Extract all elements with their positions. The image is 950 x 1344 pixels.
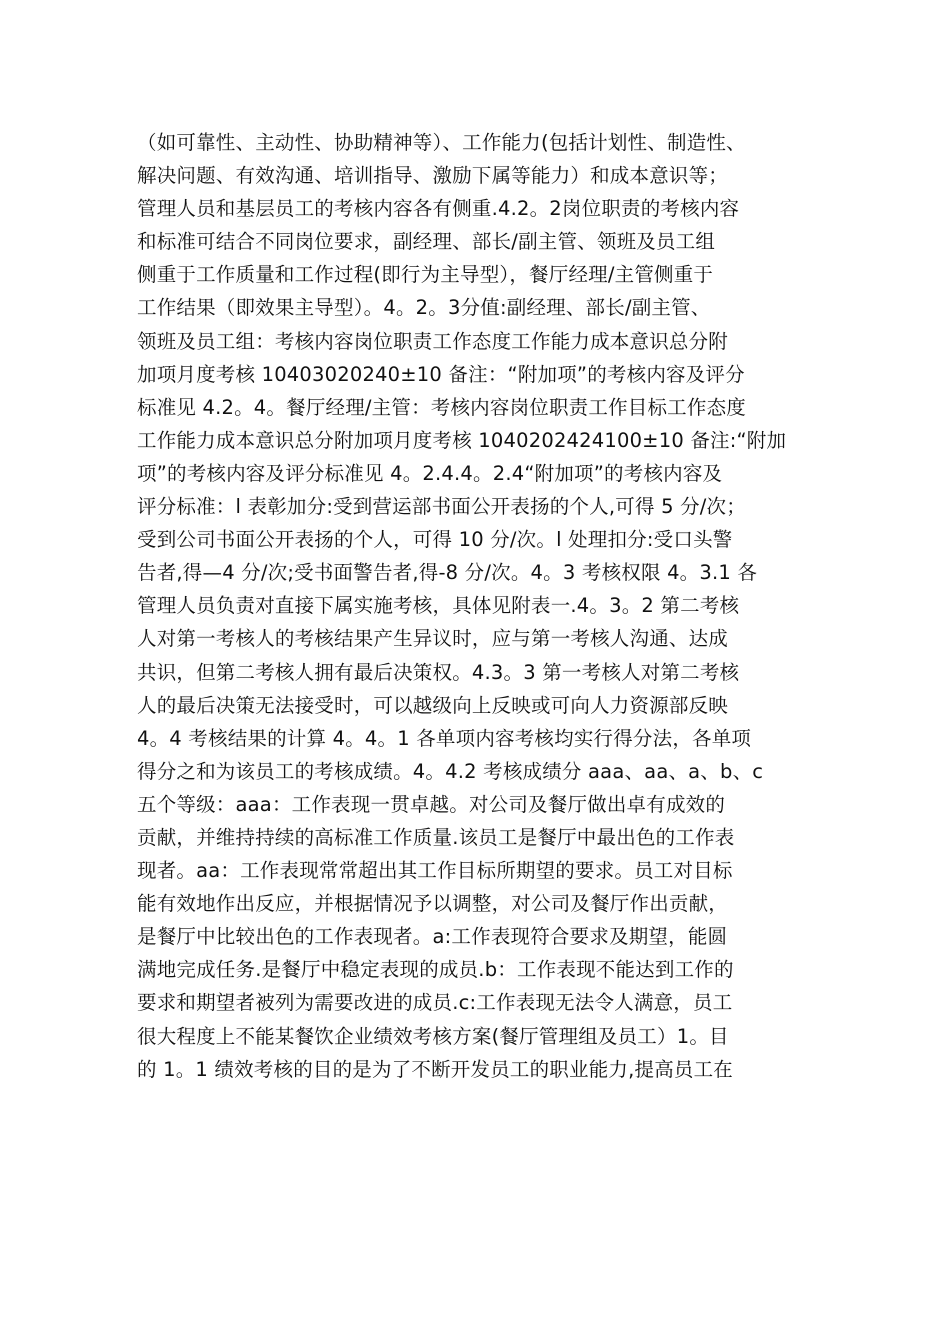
text-line: 评分标准：l 表彰加分:受到营运部书面公开表扬的个人,可得 5 分/次； (137, 495, 746, 519)
text-line: 工作能力成本意识总分附加项月度考核 1040202424100±10 备注:“附加 (137, 428, 787, 452)
text-line: 很大程度上不能某餐饮企业绩效考核方案(餐厅管理组及员工）1。目 (137, 1024, 729, 1048)
body-text (137, 126, 837, 1086)
text-line: 贡献，并维持持续的高标准工作质量.该员工是餐厅中最出色的工作表 (137, 825, 735, 849)
text-line: 现者。aa：工作表现常常超出其工作目标所期望的要求。员工对目标 (137, 859, 733, 883)
text-line: 的 1。1 绩效考核的目的是为了不断开发员工的职业能力,提高员工在 (137, 1057, 734, 1081)
text-line: 能有效地作出反应，并根据情况予以调整，对公司及餐厅作出贡献， (137, 892, 729, 916)
text-line: 项”的考核内容及评分标准见 4。2.4.4。2.4“附加项”的考核内容及 (137, 461, 723, 485)
text-line: 满地完成任务.是餐厅中稳定表现的成员.b：工作表现不能达到工作的 (137, 958, 734, 982)
text-line: 告者,得—4 分/次;受书面警告者,得-8 分/次。4。3 考核权限 4。3.1 各 (137, 561, 758, 585)
text-line: 解决问题、有效沟通、培训指导、激励下属等能力）和成本意识等； (137, 164, 729, 188)
text-line: 工作结果（即效果主导型）。4。2。3分值:副经理、部长/副主管、 (137, 296, 711, 320)
text-line: 领班及员工组：考核内容岗位职责工作态度工作能力成本意识总分附 (137, 329, 729, 353)
text-line: 是餐厅中比较出色的工作表现者。a:工作表现符合要求及期望，能圆 (137, 925, 728, 949)
text-line: 加项月度考核 10403020240±10 备注：“附加项”的考核内容及评分 (137, 362, 745, 386)
text-line: 管理人员和基层员工的考核内容各有侧重.4.2。2岗位职责的考核内容 (137, 197, 740, 221)
text-line: 人的最后决策无法接受时，可以越级向上反映或可向人力资源部反映 (137, 693, 729, 717)
text-line: 人对第一考核人的考核结果产生异议时，应与第一考核人沟通、达成 (137, 627, 729, 651)
text-line: 五个等级：aaa：工作表现一贯卓越。对公司及餐厅做出卓有成效的 (137, 792, 726, 816)
text-line: （如可靠性、主动性、协助精神等）、工作能力(包括计划性、制造性、 (137, 131, 746, 154)
text-line: 得分之和为该员工的考核成绩。4。4.2 考核成绩分 aaa、aa、a、b、c (137, 759, 764, 783)
text-line: 管理人员负责对直接下属实施考核，具体见附表一.4。3。2 第二考核 (137, 594, 740, 618)
text-line: 共识，但第二考核人拥有最后决策权。4.3。3 第一考核人对第二考核 (137, 660, 740, 684)
text-line: 4。4 考核结果的计算 4。4。1 各单项内容考核均实行得分法，各单项 (137, 726, 752, 750)
text-line: 侧重于工作质量和工作过程(即行为主导型），餐厅经理/主管侧重于 (137, 263, 714, 287)
text-line: 和标准可结合不同岗位要求，副经理、部长/副主管、领班及员工组 (137, 230, 716, 254)
text-line: 标准见 4.2。4。餐厅经理/主管：考核内容岗位职责工作目标工作态度 (137, 395, 746, 419)
text-line: 要求和期望者被列为需要改进的成员.c:工作表现无法令人满意，员工 (137, 991, 733, 1015)
text-line: 受到公司书面公开表扬的个人，可得 10 分/次。l 处理扣分:受口头警 (137, 528, 733, 552)
